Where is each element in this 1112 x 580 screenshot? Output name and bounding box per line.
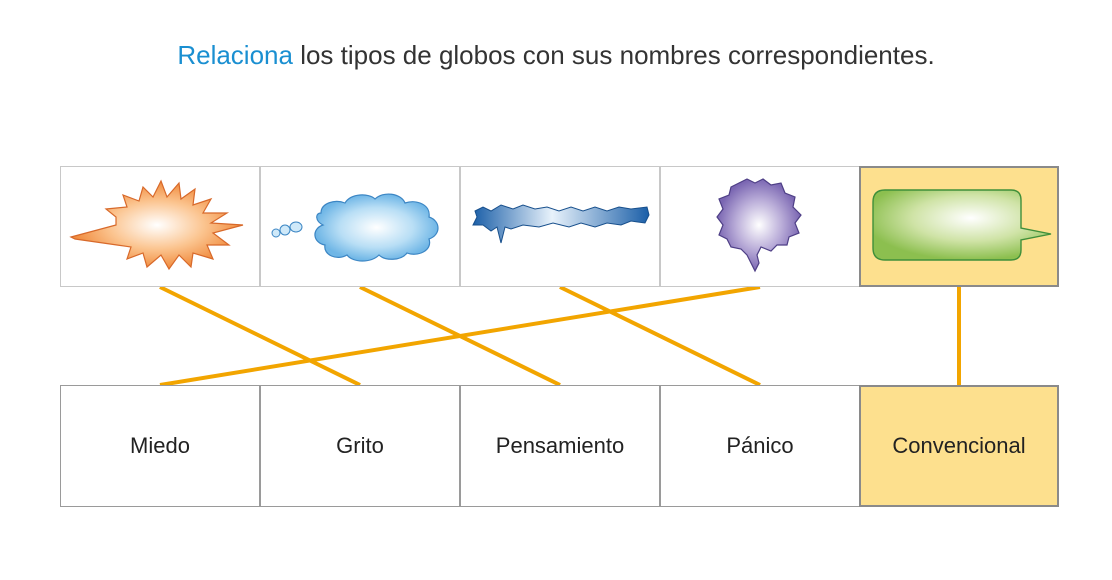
balloon-cell-4[interactable] (859, 166, 1059, 287)
speech-balloon-icon (861, 168, 1059, 285)
label-cell-2[interactable] (460, 385, 660, 507)
label-cell-3[interactable] (660, 385, 860, 507)
label-cell-0[interactable] (60, 385, 260, 507)
connection-line-3 (160, 287, 760, 385)
label-text: Miedo (130, 433, 190, 458)
label-text: Grito (336, 433, 384, 458)
label-cell-4[interactable] (859, 385, 1059, 507)
label-text: Pensamiento (495, 433, 625, 458)
balloon-cell-0[interactable] (60, 166, 260, 287)
instruction-rest: los tipos de globos con sus nombres correspondientes. (292, 40, 935, 70)
thought-balloon-icon (261, 167, 459, 286)
label-text: Pánico (726, 433, 794, 458)
shaky-balloon-icon (461, 167, 659, 286)
explosion-balloon-icon (61, 167, 259, 286)
instruction-keyword: Relaciona (177, 40, 293, 70)
balloon-cell-1[interactable] (260, 166, 460, 287)
balloon-cell-3[interactable] (660, 166, 860, 287)
label-cell-1[interactable] (260, 385, 460, 507)
label-text: Convencional (892, 433, 1026, 458)
fuzzy-balloon-icon (661, 167, 859, 286)
balloon-cell-2[interactable] (460, 166, 660, 287)
